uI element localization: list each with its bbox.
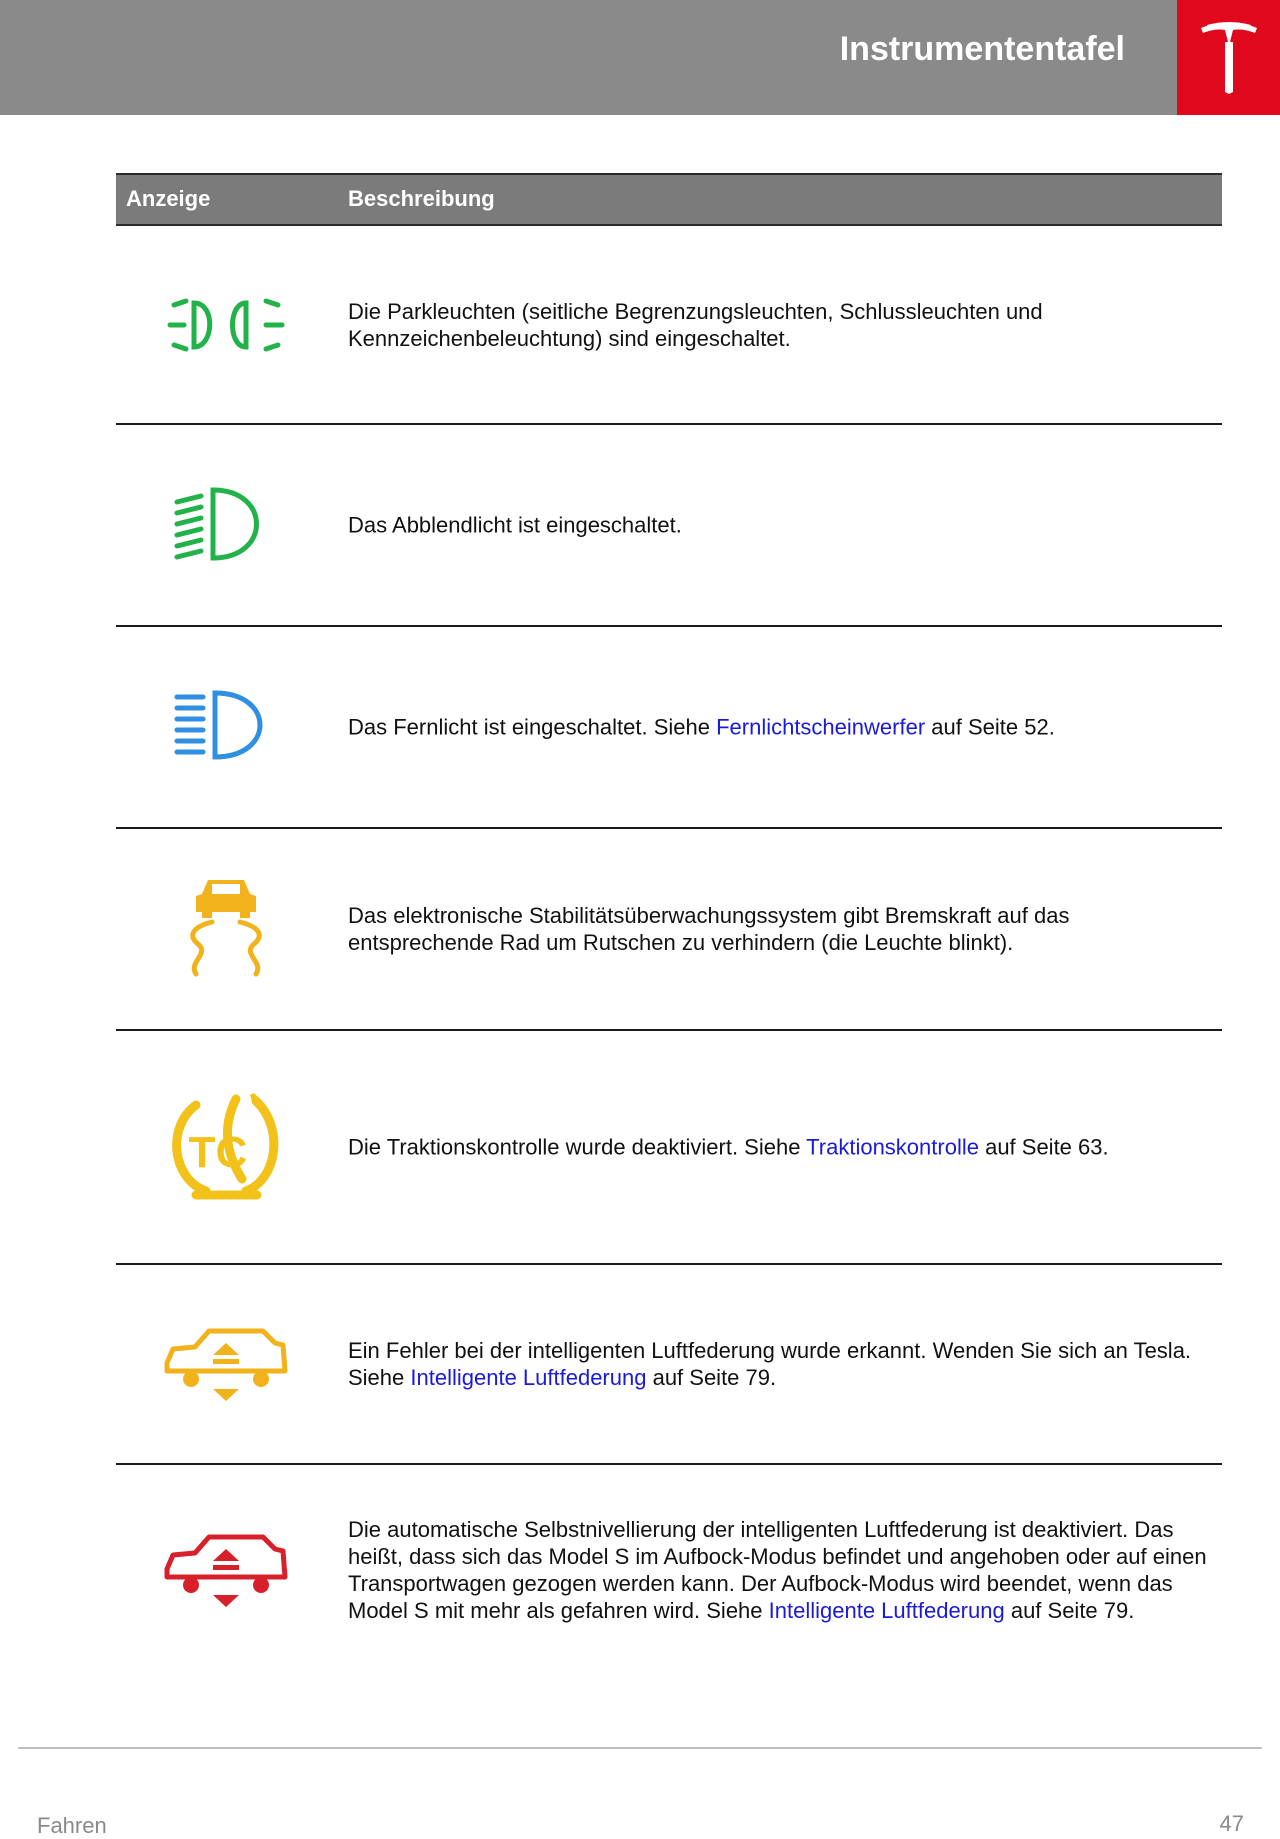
row-description: Die Parkleuchten (seitliche Begrenzungsleuchten, Schlussleuchten und Kennzeichenbeleuchtung) sind eingeschaltet. — [348, 298, 1043, 351]
description-text: Das Fernlicht ist eingeschaltet. Siehe — [348, 714, 717, 740]
page-title: Instrumententafel — [839, 30, 1125, 68]
high-beam-icon — [171, 687, 281, 767]
link-traktionskontrolle[interactable]: Traktionskontrolle — [806, 1134, 979, 1160]
page-number: 47 — [1219, 1811, 1244, 1836]
table-row — [116, 627, 1222, 829]
indicator-cell — [116, 226, 336, 423]
indicator-cell — [116, 627, 336, 827]
row-description — [348, 1337, 1212, 1391]
description-text: auf Seite 63. — [978, 1134, 1109, 1160]
parking-lights-icon — [166, 285, 286, 365]
indicator-cell — [116, 425, 336, 625]
table-row — [116, 1465, 1222, 1675]
air-suspension-fault-icon — [161, 1319, 291, 1409]
table-row — [116, 829, 1222, 1031]
tesla-t-icon — [1197, 22, 1261, 94]
indicator-table — [116, 173, 1222, 1675]
page-header — [0, 0, 1280, 115]
footer-divider — [18, 1747, 1262, 1749]
low-beam-icon — [171, 480, 281, 570]
row-description — [348, 1516, 1212, 1624]
footer-section: Fahren — [37, 1813, 107, 1838]
column-header-description: Beschreibung — [348, 186, 495, 211]
row-description — [348, 714, 1212, 741]
description-text: Die Traktionskontrolle wurde deaktiviert. Siehe — [348, 1134, 807, 1160]
indicator-cell — [116, 1465, 336, 1675]
table-row — [116, 1031, 1222, 1265]
table-row — [116, 425, 1222, 627]
column-header-indicator: Anzeige — [126, 186, 211, 211]
indicator-cell — [116, 829, 336, 1029]
indicator-cell — [116, 1265, 336, 1463]
table-row — [116, 226, 1222, 425]
table-row — [116, 1265, 1222, 1465]
link-intelligente-luftfederung[interactable]: Intelligente Luftfederung — [410, 1365, 647, 1390]
description-text: Ein Fehler bei der intelligenten Luftfederung wurde erkannt. Wenden Sie sich an Tesla. Siehe — [348, 1338, 1192, 1390]
row-description: Das elektronische Stabilitätsüberwachungssystem gibt Bremskraft auf das entsprechende Rad um Rutschen zu verhindern (die Leuchte blinkt). — [348, 903, 1070, 955]
table-header — [116, 173, 1222, 226]
tesla-logo — [1177, 0, 1280, 115]
indicator-cell — [116, 1031, 336, 1263]
traction-control-off-icon — [166, 1087, 286, 1207]
row-description — [348, 1134, 1212, 1161]
link-intelligente-luftfederung[interactable]: Intelligente Luftfederung — [768, 1598, 1005, 1623]
icon-label-tc: TC — [188, 1128, 248, 1177]
link-fernlichtscheinwerfer[interactable]: Fernlichtscheinwerfer — [716, 714, 926, 740]
description-text: auf Seite 52. — [925, 714, 1055, 740]
description-text: Die automatische Selbstnivellierung der intelligenten Luftfederung ist deaktiviert. Das heißt, dass sich das Model S im Aufbock-Modus befindet und angehoben oder auf einen Transportwagen gezogen werden kann. Der Aufbock-Modus wird beendet, wenn das Model S mit mehr als gefahren wird. Siehe — [348, 1517, 1207, 1623]
row-description: Das Abblendlicht ist eingeschaltet. — [348, 512, 682, 538]
description-text: auf Seite 79. — [1004, 1598, 1135, 1623]
description-text: auf Seite 79. — [646, 1365, 777, 1390]
air-suspension-disabled-icon — [161, 1525, 291, 1615]
stability-control-icon — [176, 874, 276, 984]
